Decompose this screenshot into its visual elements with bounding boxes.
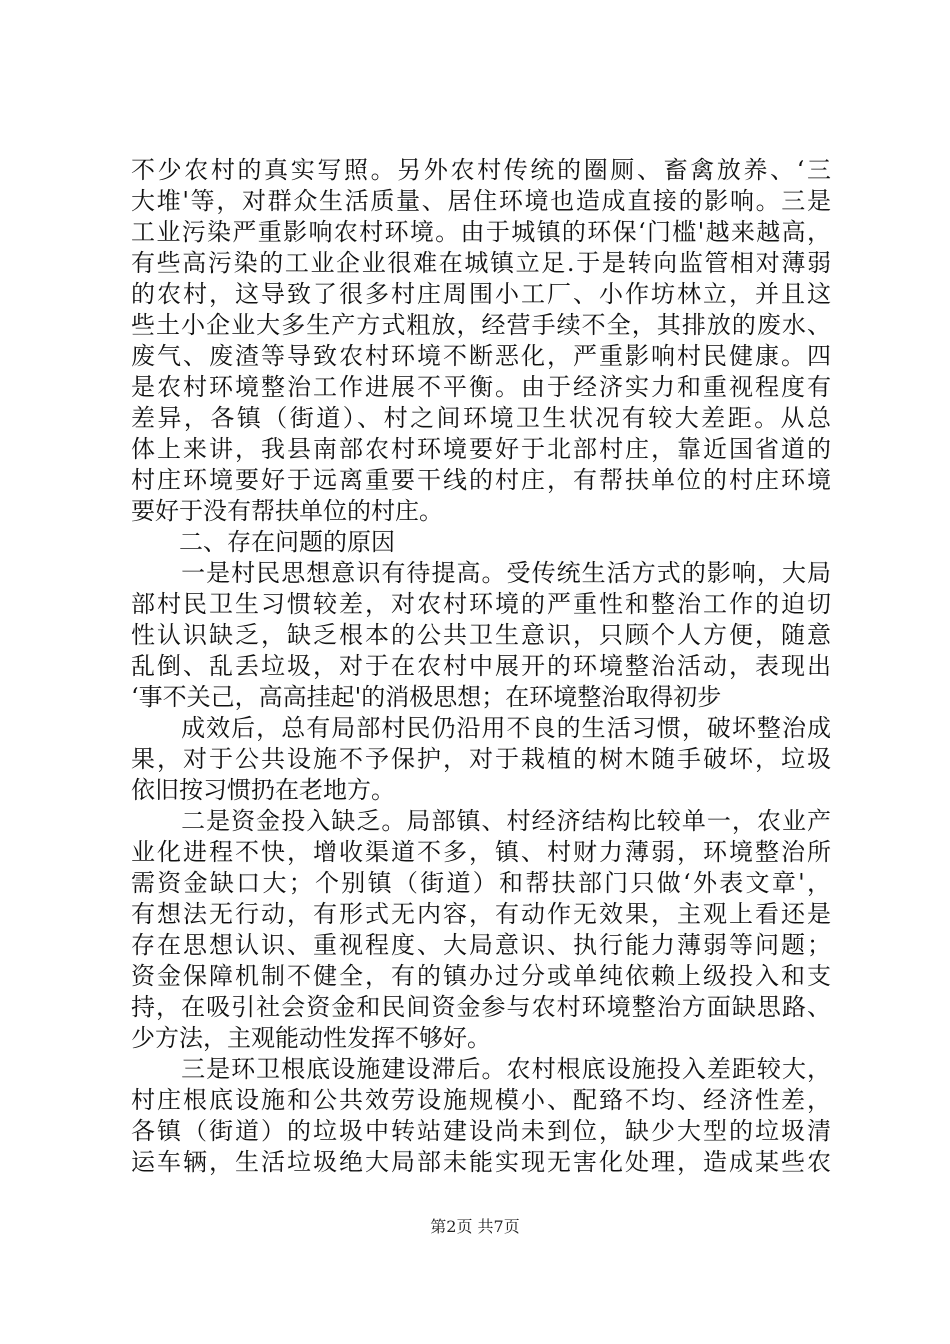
text-line: 各镇（街道）的垃圾中转站建设尚未到位，缺少大型的垃圾清 — [131, 1117, 831, 1145]
text-line: 性认识缺乏，缺乏根本的公共卫生意识，只顾个人方便，随意 — [131, 621, 831, 649]
text-line: 成效后，总有局部村民仍沿用不良的生活习惯，破坏整治成 — [131, 714, 831, 742]
text-line: 存在思想认识、重视程度、大局意识、执行能力薄弱等问题； — [131, 931, 831, 959]
text-line: 一是村民思想意识有待提高。受传统生活方式的影响，大局 — [131, 559, 831, 587]
page-footer: 第2页 共7页 — [430, 1217, 520, 1236]
text-line: 需资金缺口大；个别镇（街道）和帮扶部门只做‘外表文章'， — [131, 869, 831, 897]
text-line: 持，在吸引社会资金和民间资金参与农村环境整治方面缺思路、 — [131, 993, 831, 1021]
text-line: 部村民卫生习惯较差，对农村环境的严重性和整治工作的迫切 — [131, 590, 831, 618]
text-line: 资金保障机制不健全，有的镇办过分或单纯依赖上级投入和支 — [131, 962, 831, 990]
text-line: 运车辆，生活垃圾绝大局部未能实现无害化处理，造成某些农 — [131, 1148, 831, 1176]
text-line: 要好于没有帮扶单位的村庄。 — [131, 497, 443, 525]
text-line: 有些高污染的工业企业很难在城镇立足.于是转向监管相对薄弱 — [131, 249, 831, 277]
text-line: 三是环卫根底设施建设滞后。农村根底设施投入差距较大， — [131, 1055, 831, 1083]
text-line: 有想法无行动，有形式无内容，有动作无效果，主观上看还是 — [131, 900, 831, 928]
text-line: 依旧按习惯扔在老地方。 — [131, 776, 395, 804]
text-line: 大堆'等，对群众生活质量、居住环境也造成直接的影响。三是 — [131, 187, 831, 215]
text-line: 差异，各镇（街道）、村之间环境卫生状况有较大差距。从总 — [131, 404, 831, 432]
text-line: 村庄环境要好于远离重要干线的村庄，有帮扶单位的村庄环境 — [131, 466, 831, 494]
text-line: 二是资金投入缺乏。局部镇、村经济结构比较单一，农业产 — [131, 807, 831, 835]
text-line: 些土小企业大多生产方式粗放，经营手续不全，其排放的废水、 — [131, 311, 831, 339]
text-line: 废气、废渣等导致农村环境不断恶化，严重影响村民健康。四 — [131, 342, 831, 370]
text-line: 不少农村的真实写照。另外农村传统的圈厕、畜禽放养、‘三 — [131, 156, 831, 184]
text-line: 体上来讲，我县南部农村环境要好于北部村庄，靠近国省道的 — [131, 435, 831, 463]
text-line: 乱倒、乱丢垃圾，对于在农村中展开的环境整治活动，表现出 — [131, 652, 831, 680]
text-line: 果，对于公共设施不予保护，对于栽植的树木随手破坏，垃圾 — [131, 745, 831, 773]
text-line: 二、存在问题的原因 — [131, 528, 395, 556]
text-line: 的农村，这导致了很多村庄周围小工厂、小作坊林立，并且这 — [131, 280, 831, 308]
text-line: 是农村环境整治工作进展不平衡。由于经济实力和重视程度有 — [131, 373, 831, 401]
text-line: 村庄根底设施和公共效劳设施规模小、配臵不均、经济性差， — [131, 1086, 831, 1114]
text-line: 业化进程不快，增收渠道不多，镇、村财力薄弱，环境整治所 — [131, 838, 831, 866]
body-text — [131, 155, 831, 1178]
text-line: 少方法，主观能动性发挥不够好。 — [131, 1024, 491, 1052]
text-line: 工业污染严重影响农村环境。由于城镇的环保‘门槛'越来越高， — [131, 218, 831, 246]
text-line: ‘事不关己，高高挂起'的消极思想；在环境整治取得初步 — [131, 683, 722, 711]
